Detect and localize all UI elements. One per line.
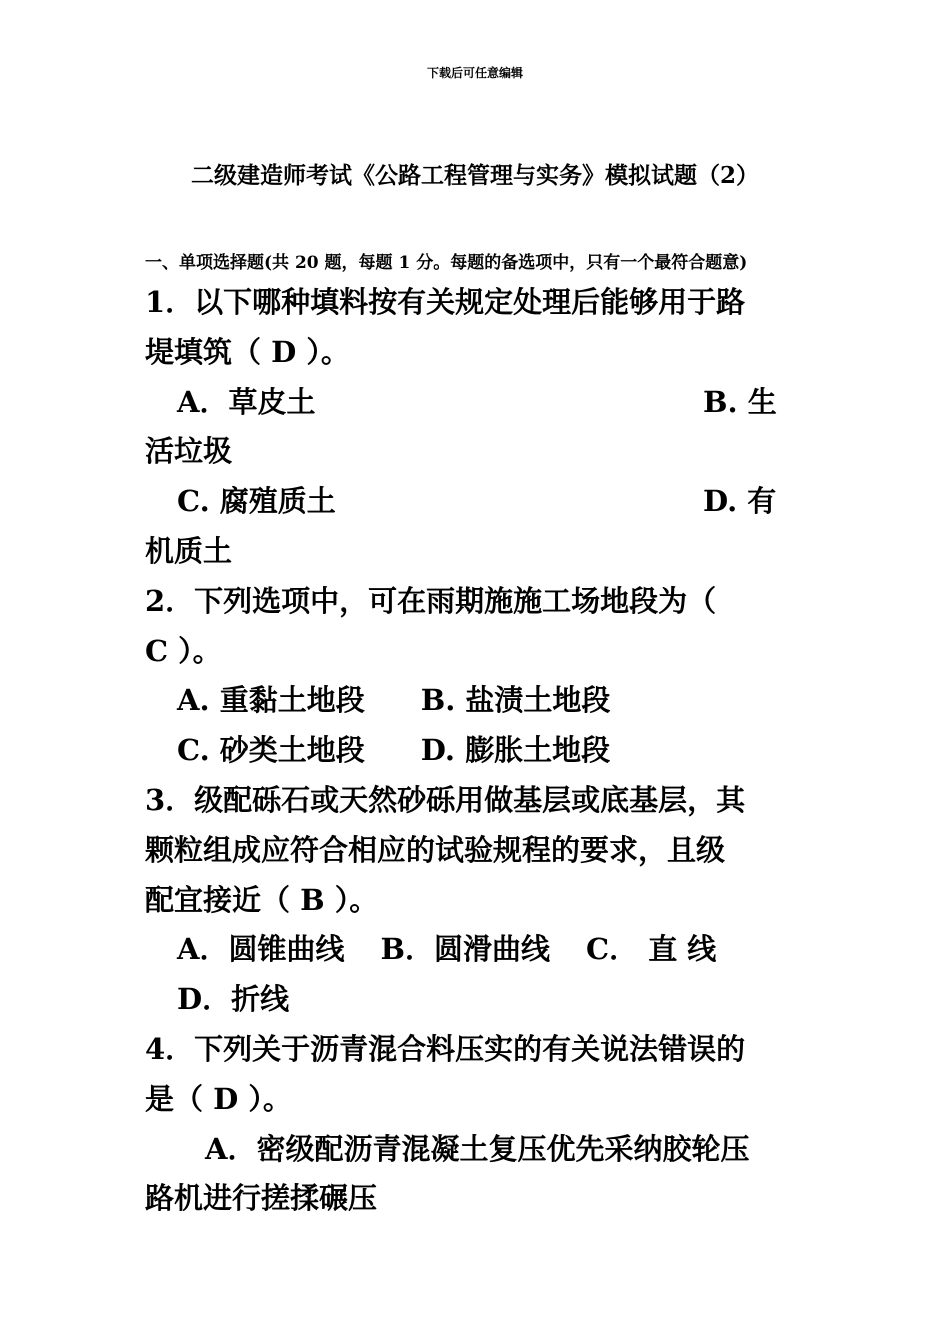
section-heading: 一、单项选择题(共 20 题，每题 1 分。每题的备选项中，只有一个最符合题意) xyxy=(145,253,748,273)
question-2-option-a: A. 重黏土地段 xyxy=(177,683,365,718)
question-3-stem-line-1: 3．级配砾石或天然砂砾用做基层或底基层，其 xyxy=(145,782,746,817)
question-1-option-a: A．草皮土 xyxy=(177,384,316,419)
question-1-stem-line-1: 1．以下哪种填料按有关规定处理后能够用于路 xyxy=(145,285,746,319)
question-2-options-row-1 xyxy=(145,676,810,726)
question-2-option-c: C. 砂类土地段 xyxy=(177,733,365,768)
question-1-options-row-1 xyxy=(145,378,810,428)
question-1-option-c: C. 腐殖质土 xyxy=(177,484,336,519)
question-1-option-b: B. 生 xyxy=(703,384,777,419)
question-list xyxy=(145,278,810,1224)
question-1-option-b-continued: 活垃圾 xyxy=(145,434,233,469)
question-4-option-a-line-2: 路机进行搓揉碾压 xyxy=(145,1181,378,1216)
question-3-stem-line-3: 配宜接近（ B ）。 xyxy=(145,882,379,917)
question-3-option-c: C． 直 线 xyxy=(586,932,717,967)
question-2-stem-line-2: C ）。 xyxy=(145,633,222,668)
question-1-stem-line-2: 堤填筑（ D ）。 xyxy=(145,334,350,369)
question-3-option-b: B．圆滑曲线 xyxy=(380,932,551,967)
question-1-option-d-continued: 机质土 xyxy=(145,533,233,568)
question-3-stem-line-2: 颗粒组成应符合相应的试验规程的要求，且级 xyxy=(145,832,726,867)
question-4-option-a-line-1: A．密级配沥青混凝土复压优先采纳胶轮压 xyxy=(205,1131,750,1166)
question-2-option-d: D. 膨胀土地段 xyxy=(420,733,611,768)
question-3-option-a: A．圆锥曲线 xyxy=(177,932,345,967)
page-header: 下载后可任意编辑 xyxy=(426,66,523,80)
question-3-option-d: D．折线 xyxy=(177,982,290,1017)
question-1-options-row-2 xyxy=(145,477,810,527)
question-3-options-row-1 xyxy=(145,925,810,975)
question-2-option-b: B. 盐渍土地段 xyxy=(420,683,611,718)
question-4-stem-line-2: 是（ D ）。 xyxy=(145,1081,292,1116)
document-title: 二级建造师考试《公路工程管理与实务》模拟试题（2） xyxy=(190,162,759,189)
question-4-stem-line-1: 4．下列关于沥青混合料压实的有关说法错误的 xyxy=(145,1031,746,1066)
question-1-option-d: D. 有 xyxy=(703,484,777,519)
question-2-stem-line-1: 2．下列选项中，可在雨期施施工场地段为（ xyxy=(145,583,717,618)
question-2-options-row-2 xyxy=(145,726,810,776)
